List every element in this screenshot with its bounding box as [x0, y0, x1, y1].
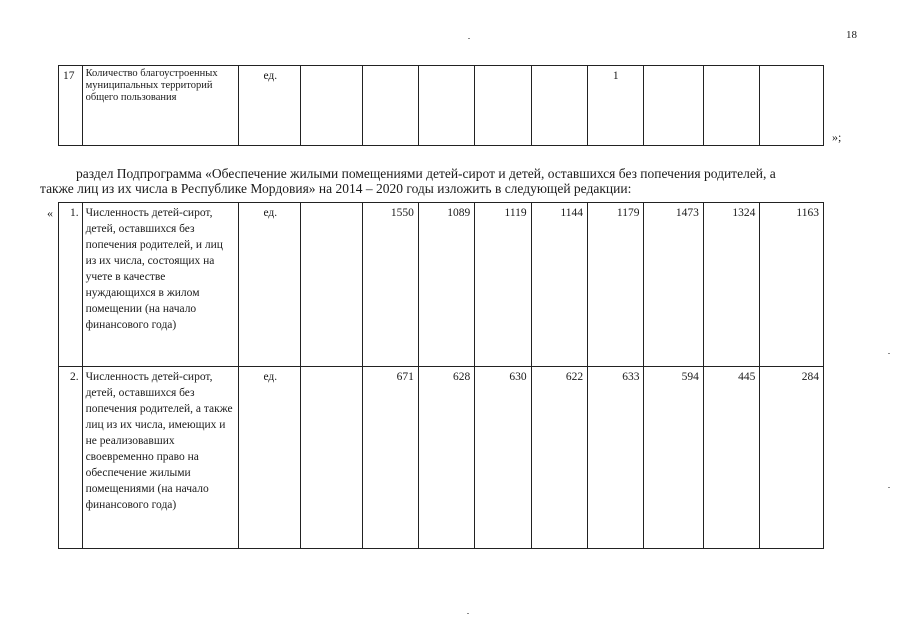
- value-cell: [300, 367, 362, 549]
- value-cell: [300, 66, 362, 146]
- table-row: [59, 203, 824, 367]
- value-cell: 1473: [644, 203, 703, 367]
- value-cell: [300, 203, 362, 367]
- value-cell: 284: [760, 367, 824, 549]
- scan-speck: [888, 353, 890, 354]
- value-cell: 1163: [760, 203, 824, 367]
- value-cell: [760, 66, 824, 146]
- scan-speck: [467, 613, 469, 614]
- value-cell: [531, 66, 587, 146]
- value-cell: 445: [703, 367, 759, 549]
- paragraph-line: также лиц из их числа в Республике Мордовия» на 2014 – 2020 годы изложить в следующей редакции:: [40, 181, 632, 196]
- indicator-name: Количество благоустроенных муниципальных территорий общего пользования: [82, 66, 239, 146]
- unit-cell: ед.: [239, 367, 301, 549]
- indicator-name: Численность детей-сирот, детей, оставшихся без попечения родителей, а также лиц из их числа, имеющих и не реализовавших своевременно право на обеспечение жилыми помещениями (на начало финансового года): [82, 367, 239, 549]
- value-cell: 671: [362, 367, 418, 549]
- value-cell: 1: [588, 66, 644, 146]
- value-cell: 1119: [475, 203, 531, 367]
- value-cell: 1144: [531, 203, 587, 367]
- value-cell: 633: [588, 367, 644, 549]
- indicators-table: [58, 202, 824, 549]
- previous-table-fragment: [58, 65, 824, 146]
- paragraph-line: раздел Подпрограмма «Обеспечение жилыми помещениями детей-сирот и детей, оставшихся без попечения родителей, а: [76, 166, 776, 181]
- value-cell: [418, 66, 474, 146]
- scan-speck: [888, 487, 890, 488]
- amendment-paragraph: [40, 166, 866, 196]
- scan-speck: [468, 38, 470, 39]
- value-cell: [475, 66, 531, 146]
- value-cell: 622: [531, 367, 587, 549]
- row-index: 2.: [59, 367, 83, 549]
- value-cell: 628: [418, 367, 474, 549]
- indicator-name: Численность детей-сирот, детей, оставшихся без попечения родителей, и лиц из их числа, состоящих на учете в качестве нуждающихся в жилом помещении (на начало финансового года): [82, 203, 239, 367]
- unit-cell: ед.: [239, 66, 301, 146]
- value-cell: [703, 66, 759, 146]
- value-cell: 1550: [362, 203, 418, 367]
- value-cell: 630: [475, 367, 531, 549]
- value-cell: 1324: [703, 203, 759, 367]
- opening-quote-mark: «: [47, 206, 53, 220]
- unit-cell: ед.: [239, 203, 301, 367]
- page-number: 18: [846, 29, 857, 41]
- closing-quote-mark: »;: [832, 130, 842, 144]
- row-index: 17: [59, 66, 83, 146]
- value-cell: [644, 66, 703, 146]
- table-row: [59, 367, 824, 549]
- value-cell: 594: [644, 367, 703, 549]
- value-cell: 1179: [588, 203, 644, 367]
- value-cell: [362, 66, 418, 146]
- row-index: 1.: [59, 203, 83, 367]
- table-row: [59, 66, 824, 146]
- value-cell: 1089: [418, 203, 474, 367]
